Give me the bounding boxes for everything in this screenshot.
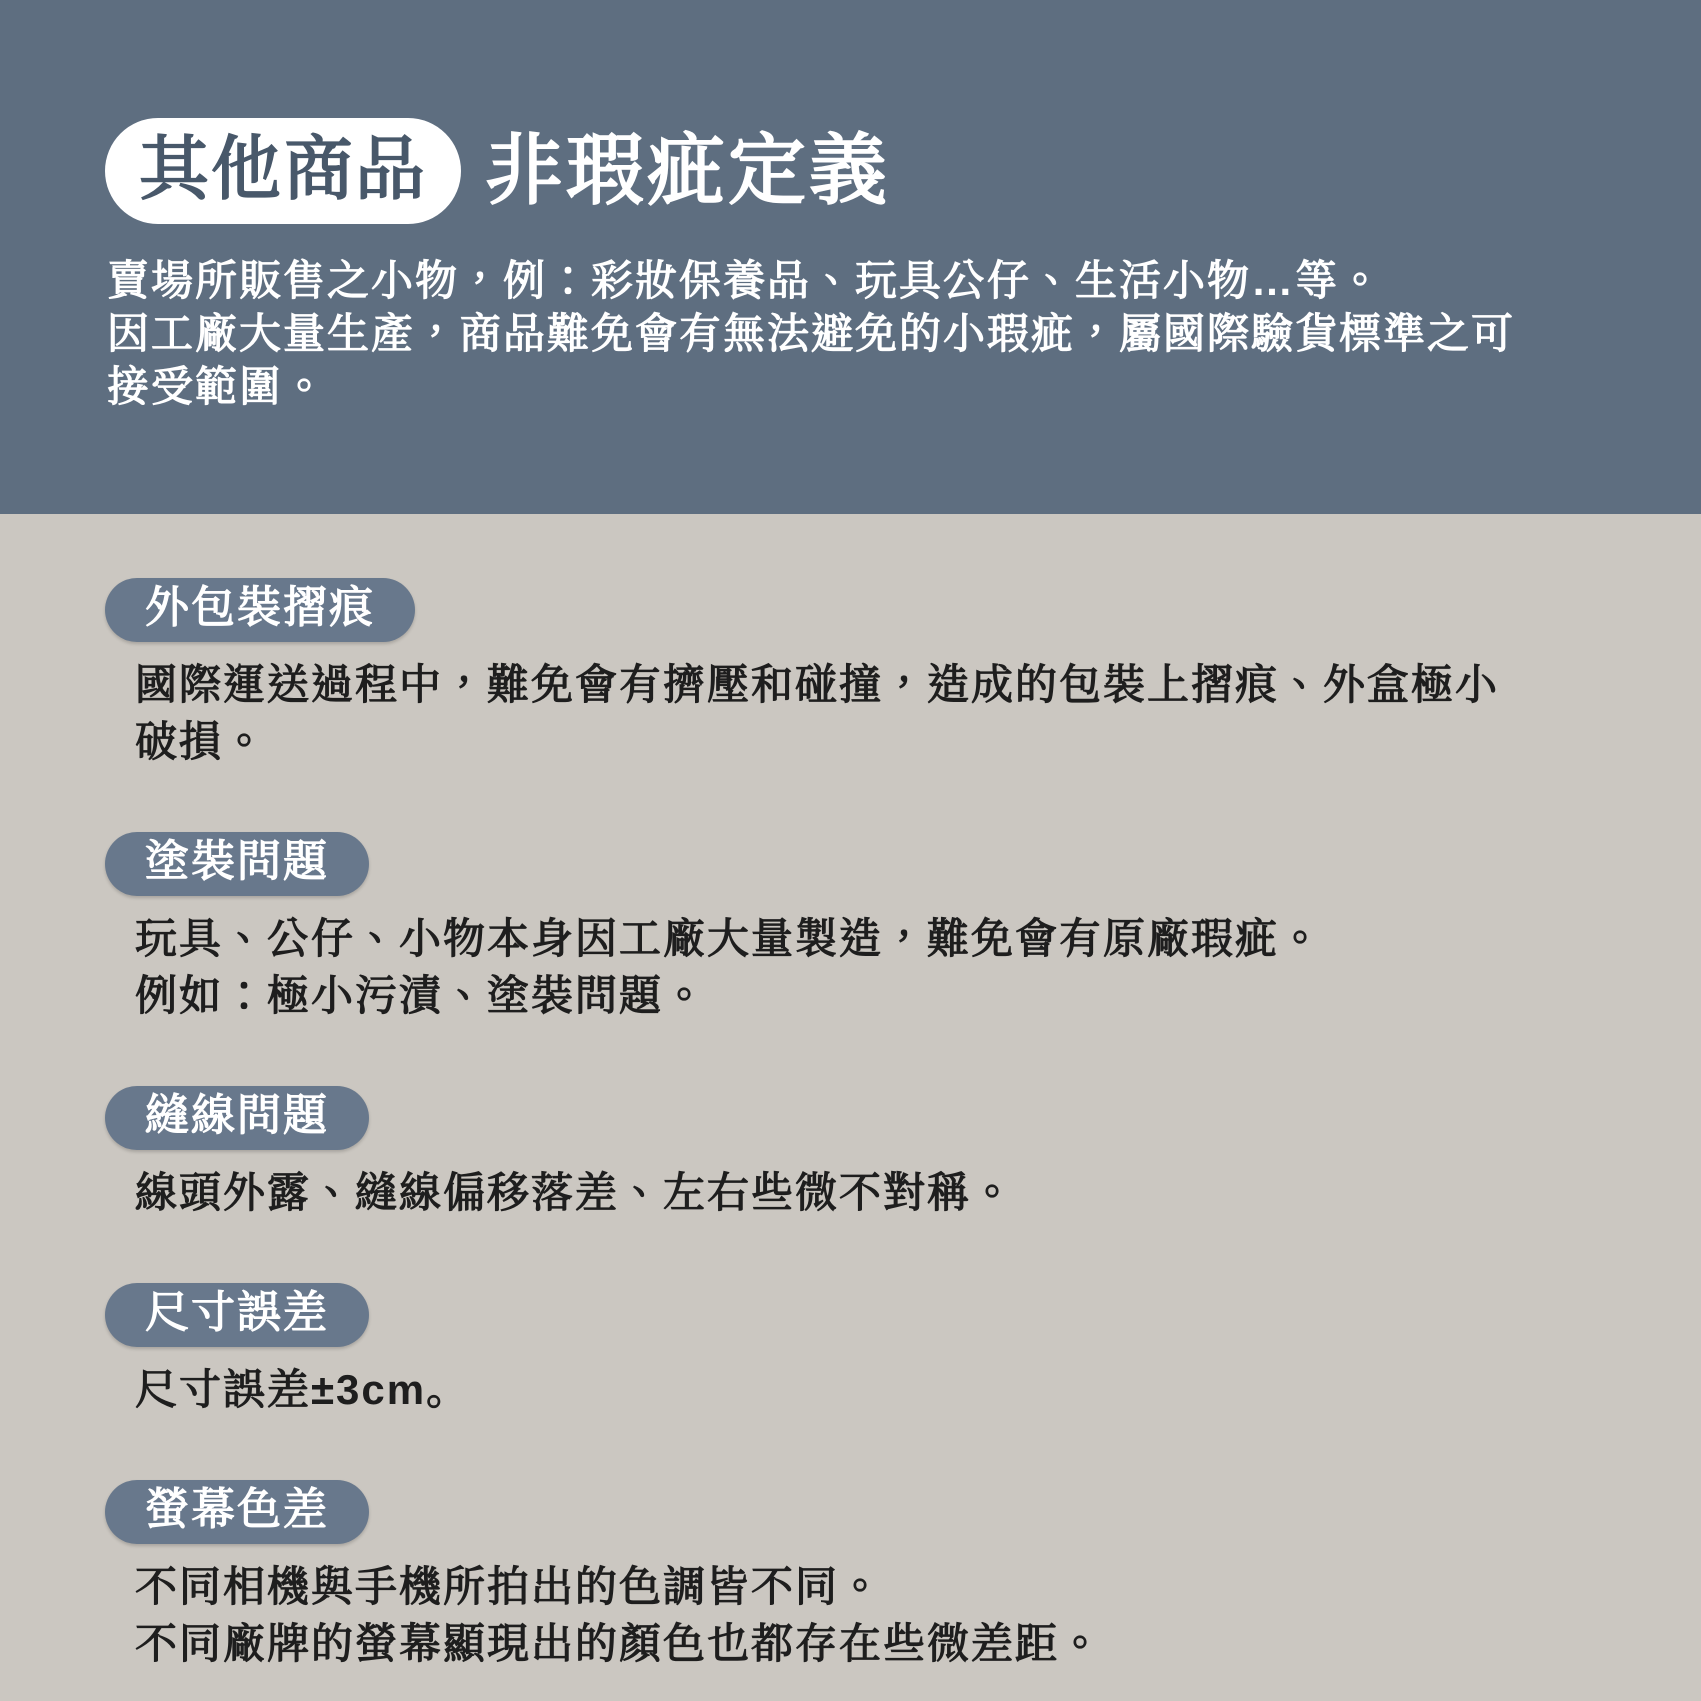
intro-line-3: 接受範圍。 <box>107 363 328 410</box>
section-label-pill: 縫線問題 <box>105 1086 369 1150</box>
intro-line-1: 賣場所販售之小物，例：彩妝保養品、玩具公仔、生活小物…等。 <box>107 257 1384 304</box>
section-body <box>135 910 1611 1024</box>
section-stitching-issues <box>105 1086 1611 1221</box>
page-title: 非瑕疵定義 <box>485 125 891 216</box>
section-label-pill: 尺寸誤差 <box>105 1283 369 1347</box>
body-line: 尺寸誤差±3cm。 <box>135 1366 471 1413</box>
body-line: 破損。 <box>135 718 268 765</box>
title-row <box>105 118 1611 224</box>
section-paint-issues <box>105 832 1611 1024</box>
intro-line-2: 因工廠大量生產，商品難免會有無法避免的小瑕疵，屬國際驗貨標準之可 <box>107 310 1516 357</box>
section-label-pill: 塗裝問題 <box>105 832 369 896</box>
section-size-tolerance <box>105 1283 1611 1418</box>
body-line: 不同相機與手機所拍出的色調皆不同。 <box>135 1563 884 1610</box>
body-line: 國際運送過程中，難免會有擠壓和碰撞，造成的包裝上摺痕、外盒極小 <box>135 661 1500 708</box>
section-body <box>135 656 1611 770</box>
section-label-pill: 螢幕色差 <box>105 1480 369 1544</box>
body-line: 玩具、公仔、小物本身因工廠大量製造，難免會有原廠瑕疵。 <box>135 915 1324 962</box>
section-outer-packaging-creases <box>105 578 1611 770</box>
body-line: 線頭外露、縫線偏移落差、左右些微不對稱。 <box>135 1169 1016 1216</box>
section-body <box>135 1558 1611 1672</box>
header-band <box>0 0 1701 514</box>
intro-paragraph <box>107 254 1611 413</box>
sections-area <box>0 514 1701 1672</box>
section-body <box>135 1361 1611 1418</box>
section-body <box>135 1164 1611 1221</box>
category-badge: 其他商品 <box>105 118 461 224</box>
section-label-pill: 外包裝摺痕 <box>105 578 415 642</box>
section-screen-color-difference <box>105 1480 1611 1672</box>
body-line: 例如：極小污漬、塗裝問題。 <box>135 972 708 1019</box>
body-line: 不同廠牌的螢幕顯現出的顏色也都存在些微差距。 <box>135 1620 1104 1667</box>
